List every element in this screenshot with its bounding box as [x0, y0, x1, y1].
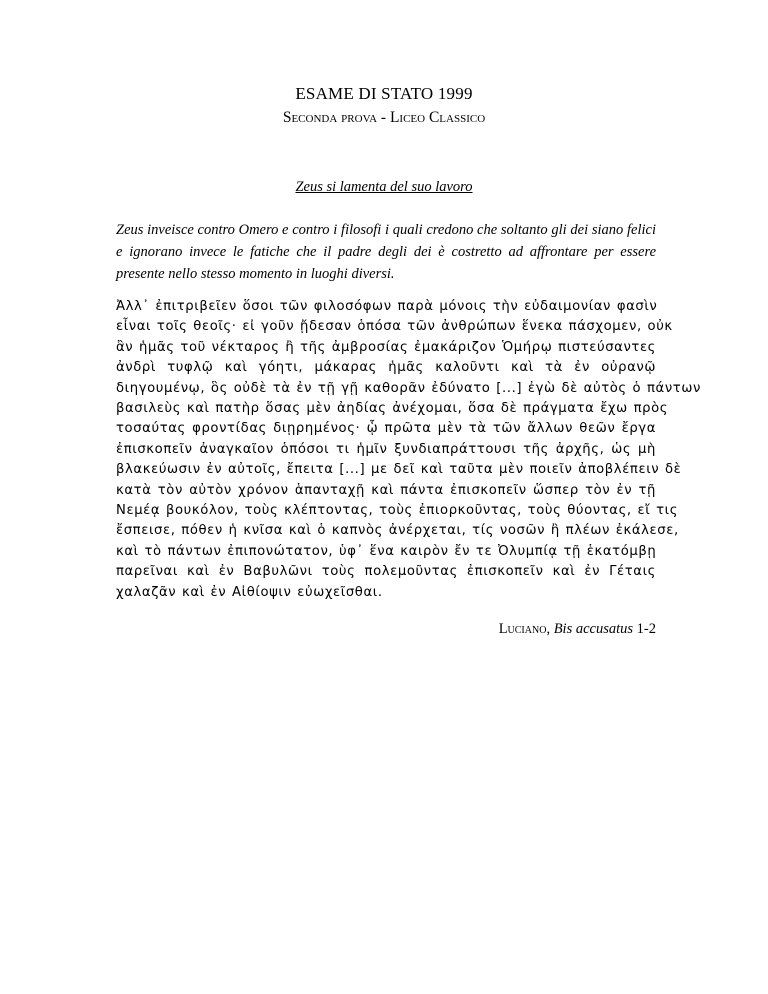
greek-line: ἀνδρὶ τυφλῷ καὶ γόητι, μάκαρας ἡμᾶς καλοῦντι καὶ τὰ ἐν οὐρανῷ [116, 360, 656, 376]
section-heading: Zeus si lamenta del suo lavoro [295, 179, 473, 195]
page-title: ESAME DI STATO 1999 [295, 84, 473, 103]
greek-line: Νεμέᾳ βουκόλον, τοὺς κλέπτοντας, τοὺς ἐπιορκοῦντας, τοὺς θύοντας, εἴ τις [116, 503, 679, 519]
greek-line: κατὰ τὸν αὐτὸν χρόνον ἁπανταχῇ καὶ πάντα ἐπισκοπεῖν ὥσπερ τὸν ἐν τῇ [116, 482, 656, 498]
greek-line: χαλαζᾶν καὶ ἐν Αἰθίοψιν εὐωχεῖσθαι. [116, 584, 383, 600]
citation-author: Luciano [498, 621, 547, 637]
source-citation: Luciano, Bis accusatus 1-2 [498, 621, 656, 637]
greek-line: ἔσπεισε, πόθεν ἡ κνῖσα καὶ ὁ καπνὸς ἀνέρχεται, τίς νοσῶν ἢ πλέων ἐκάλεσε, [116, 523, 679, 539]
greek-line: διηγουμένῳ, ὃς οὐδὲ τὰ ἐν τῇ γῇ καθορᾶν ἐδύνατο [...] ἐγὼ δὲ αὐτὸς ὁ πάντων [116, 380, 701, 396]
greek-line: καὶ τὸ πάντων ἐπιπονώτατον, ὑφ᾽ ἕνα καιρὸν ἔν τε Ὀλυμπίᾳ τῇ ἑκατόμβῃ [116, 543, 657, 559]
greek-line: παρεῖναι καὶ ἐν Βαβυλῶνι τοὺς πολεμοῦντας ἐπισκοπεῖν καὶ ἐν Γέταις [116, 564, 656, 580]
greek-passage [116, 297, 701, 603]
greek-line: ἐπισκοπεῖν ἀναγκαῖον ὁπόσοι τι ἡμῖν ξυνδιαπράττουσι τῆς ἀρχῆς, ὡς μὴ [116, 441, 656, 457]
page-subtitle: Seconda prova - Liceo Classico [282, 109, 486, 126]
citation-work: Bis accusatus [553, 621, 634, 637]
greek-line: βασιλεὺς καὶ πατὴρ ὅσας μὲν ἀηδίας ἀνέχομαι, ὅσα δὲ πράγματα ἔχω πρὸς [116, 401, 669, 417]
greek-line: βλακεύωσιν ἐν αὐτοῖς, ἔπειτα [...] με δεῖ καὶ ταῦτα μὲν ποιεῖν ἀποβλέπειν δὲ [116, 462, 682, 478]
greek-line: εἶναι τοῖς θεοῖς· εἰ γοῦν ᾔδεσαν ὁπόσα τῶν ἀνθρώπων ἕνεκα πάσχομεν, οὐκ [116, 319, 673, 335]
document-header [0, 84, 768, 128]
greek-line: τοσαύτας φροντίδας διῃρημένος· ᾧ πρῶτα μὲν τὰ τῶν ἄλλων θεῶν ἔργα [116, 421, 656, 437]
greek-line: Ἀλλ᾽ ἐπιτριβεῖεν ὅσοι τῶν φιλοσόφων παρὰ μόνοις τὴν εὐδαιμονίαν φασὶν [116, 299, 658, 314]
citation-reference: 1-2 [636, 621, 656, 637]
intro-paragraph: Zeus inveisce contro Omero e contro i filosofi i quali credono che soltanto gli dei siano felici e ignorano invece le fatiche che il padre degli dei è costretto ad affrontare per essere presente nello stesso momento in luoghi diversi. [116, 222, 656, 282]
greek-line: ἂν ἡμᾶς τοῦ νέκταρος ἢ τῆς ἀμβροσίας ἐμακάριζον Ὁμήρῳ πιστεύσαντες [116, 339, 657, 355]
